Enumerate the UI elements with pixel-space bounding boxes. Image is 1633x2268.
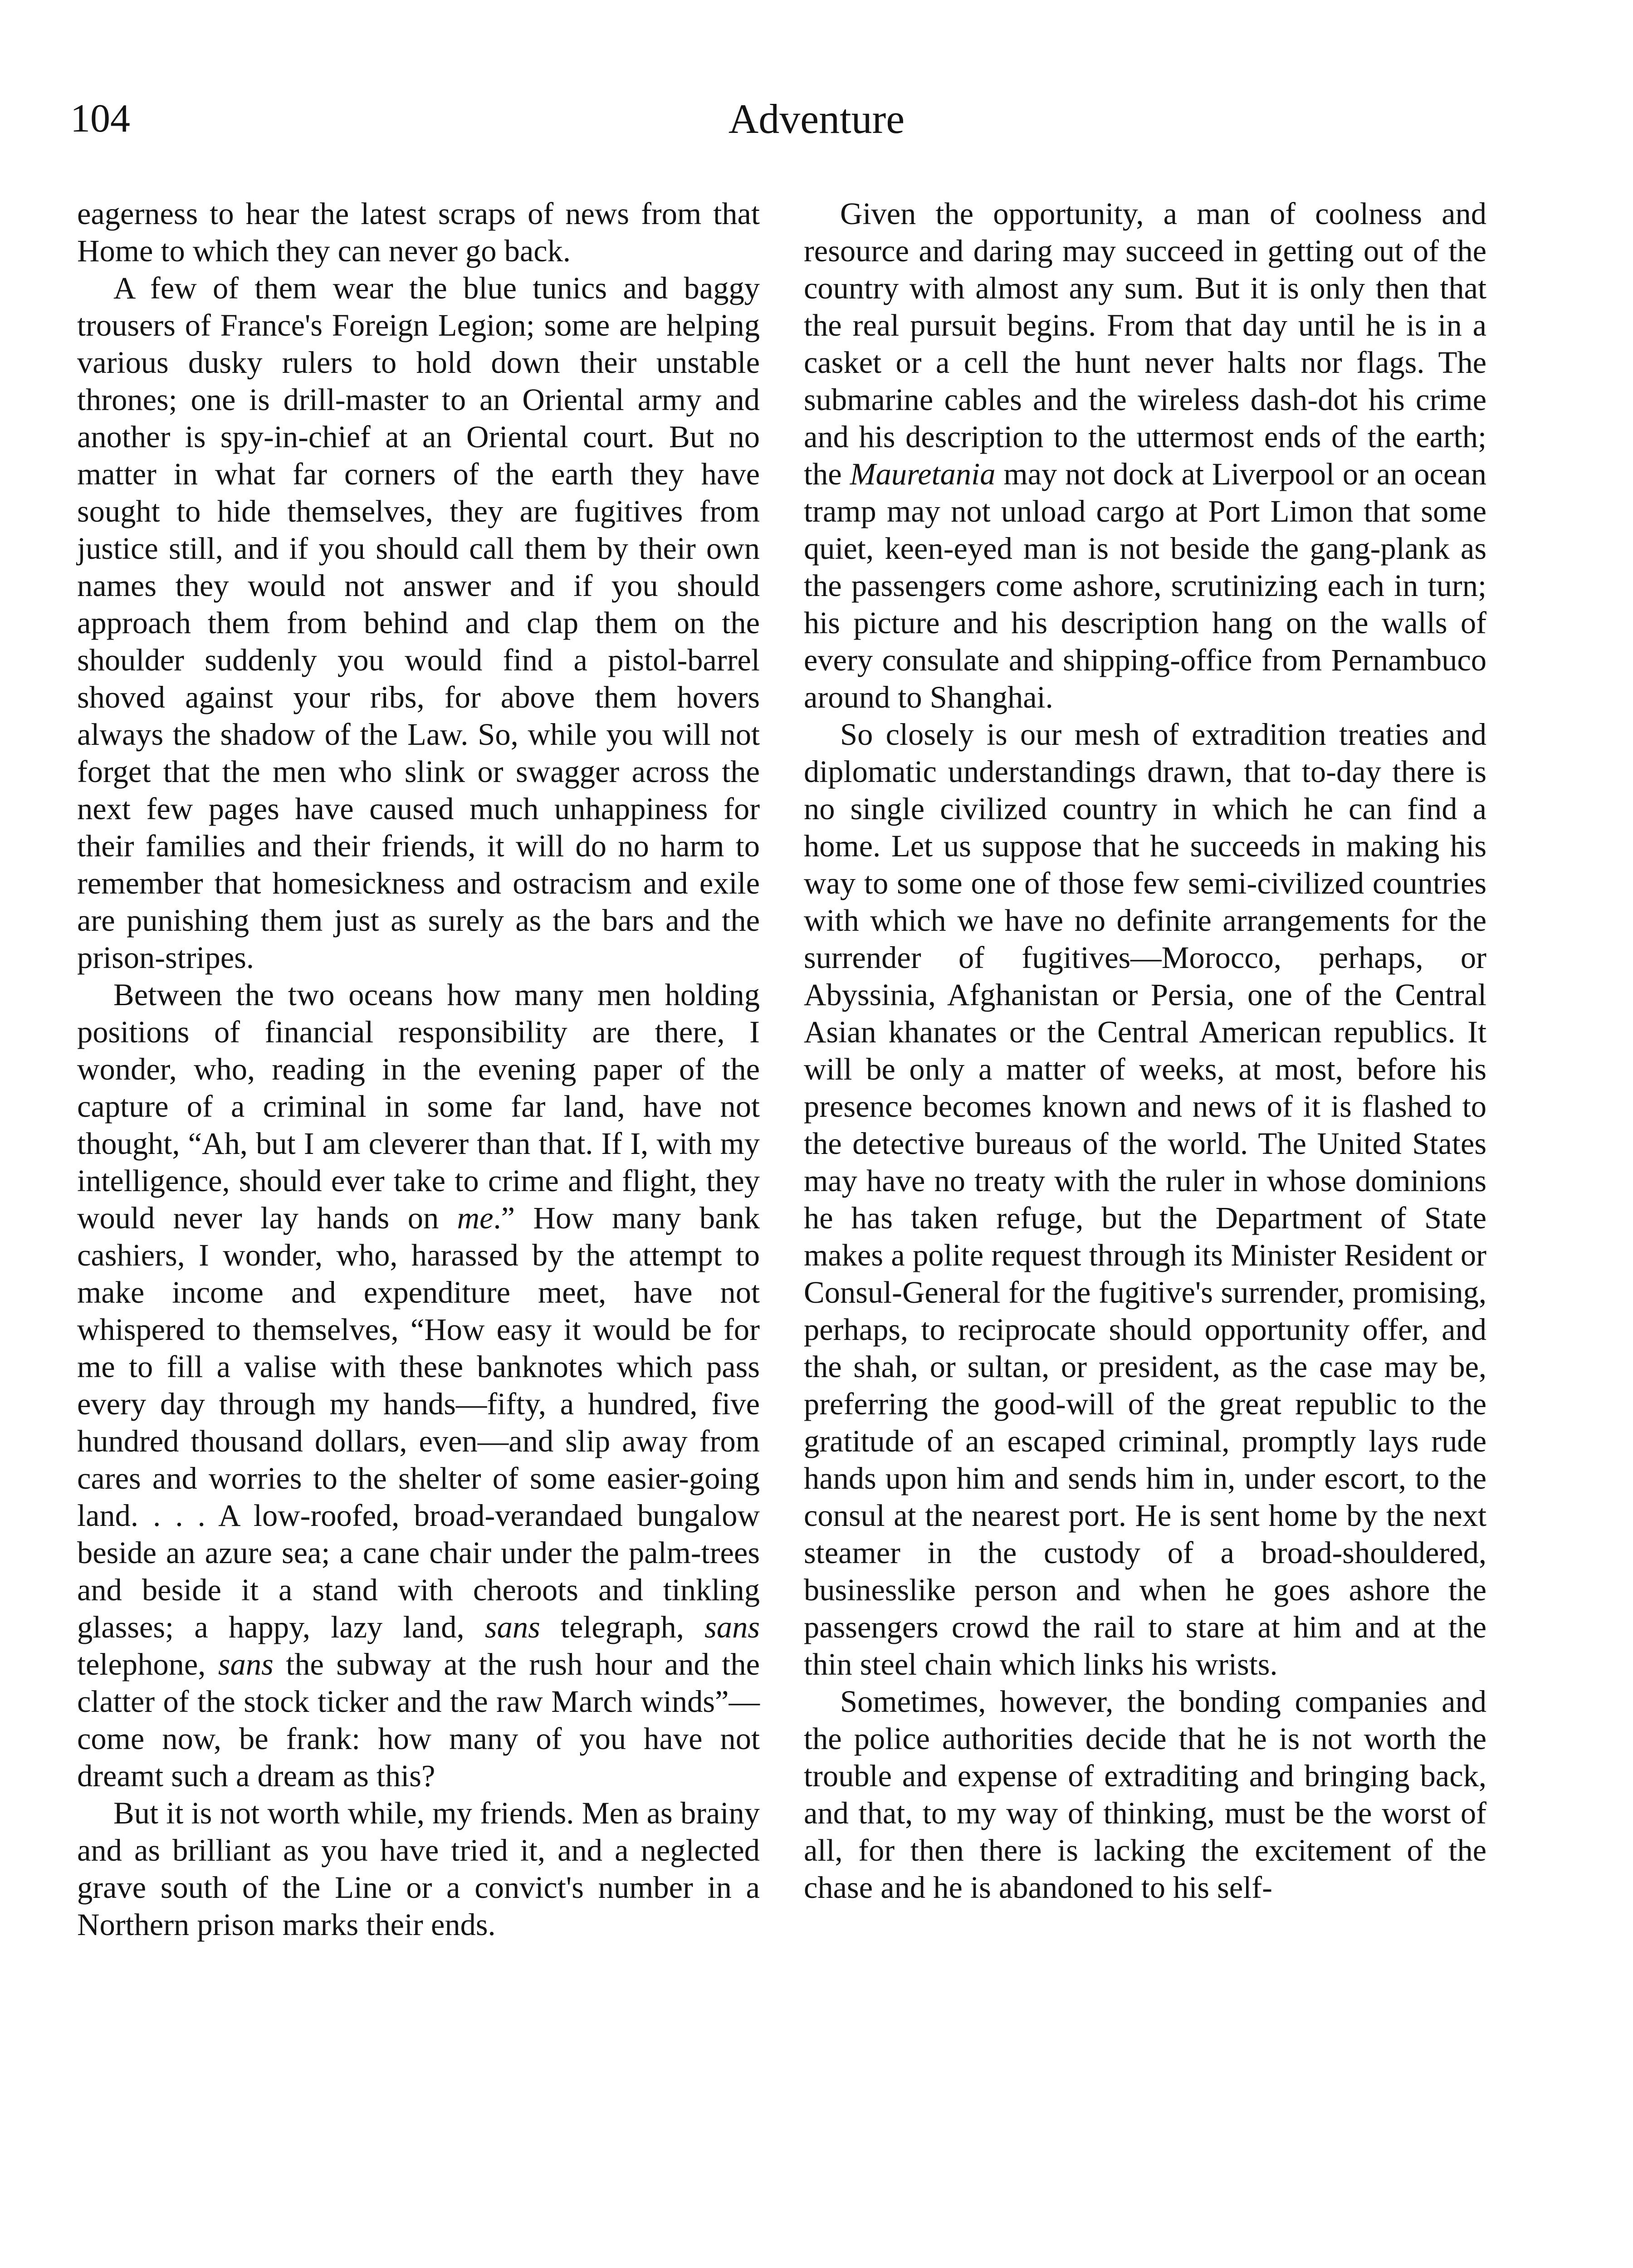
italic-text: sans [218, 1647, 274, 1681]
paragraph: A few of them wear the blue tunics and baggy trousers of France's Foreign Legion; some are helping various dusky rulers to hold down their unstable thrones; one is drill-master to an Oriental army and another is spy-in-chief at an Oriental court. But no matter in what far corners of the earth they have sought to hide themselves, they are fugitives from justice still, and if you should call them by their own names they would not answer and if you should approach them from behind and clap them on the shoulder suddenly you would find a pistol-barrel shoved against your ribs, for above them hovers always the shadow of the Law. So, while you will not forget that the men who slink or swagger across the next few pages have caused much unhappiness for their families and their friends, it will do no harm to remember that homesickness and ostracism and exile are punishing them just as surely as the bars and the prison-stripes. [77, 271, 760, 975]
italic-text: sans [704, 1610, 760, 1644]
italic-text: me [457, 1201, 494, 1235]
italic-text: Mauretania [850, 457, 996, 491]
text-run: Given the opportunity, a man of coolness and resource and daring may succeed in getting out of the country with almost any sum. But it is only then that the real pursuit begins. From that day until he is in a casket or a cell the hunt never halts nor flags. The submarine cables and the wireless dash-dot his crime and his description to the uttermost ends of the earth; the [804, 196, 1486, 491]
italic-text: sans [484, 1610, 540, 1644]
left-column [77, 195, 760, 1943]
paragraph: But it is not worth while, my friends. Men as brainy and as brilliant as you have tried it, and a neglected grave south of the Line or a convict's number in a Northern prison marks their ends. [77, 1796, 760, 1942]
text-run: the subway at the rush hour and the clatter of the stock ticker and the raw March winds”—come now, be frank: how many of you have not dreamt such a dream as this? [77, 1647, 760, 1793]
text-run: may not dock at Liverpool or an ocean tramp may not unload cargo at Port Limon that some quiet, keen-eyed man is not beside the gang-plank as the passengers come ashore, scrutinizing each in turn; his picture and his description hang on the walls of every consulate and shipping-office from Pernambuco around to Shanghai. [804, 457, 1486, 714]
paragraph [804, 195, 1486, 716]
right-column [804, 195, 1486, 1906]
text-run: Between the two oceans how many men holding positions of financial responsibility are there, I wonder, who, reading in the evening paper of the capture of a criminal in some far land, have not thought, “Ah, but I am cleverer than that. If I, with my intelligence, should ever take to crime and flight, they would never lay hands on [77, 978, 760, 1235]
paragraph: eagerness to hear the latest scraps of news from that Home to which they can never go back. [77, 196, 760, 268]
text-run: telegraph, [540, 1610, 705, 1644]
text-run: telephone, [77, 1647, 218, 1681]
running-head: Adventure [728, 96, 905, 142]
text-run: .” How many bank cashiers, I wonder, who, harassed by the attempt to make income and expenditure meet, have not whispered to themselves, “How easy it would be for me to fill a valise with these banknotes which pass every day through my hands—fifty, a hundred, five hundred thousand dollars, even—and slip away from cares and worries to the shelter of some easier-going land. . . . A low-roofed, broad-verandaed bungalow beside an azure sea; a cane chair under the palm-trees and beside it a stand with cheroots and tinkling glasses; a happy, lazy land, [77, 1201, 760, 1644]
paragraph: So closely is our mesh of extradition treaties and diplomatic understandings drawn, that to-day there is no single civilized country in which he can find a home. Let us suppose that he succeeds in making his way to some one of those few semi-civilized countries with which we have no definite arrangements for the surrender of fugitives—Morocco, perhaps, or Abyssinia, Afghanistan or Persia, one of the Central Asian khanates or the Central American republics. It will be only a matter of weeks, at most, before his presence becomes known and news of it is flashed to the detective bureaus of the world. The United States may have no treaty with the ruler in whose dominions he has taken refuge, but the Department of State makes a polite request through its Minister Resident or Consul-General for the fugitive's surrender, promising, perhaps, to reciprocate should opportunity offer, and the shah, or sultan, or president, as the case may be, preferring the good-will of the great republic to the gratitude of an escaped criminal, promptly lays rude hands upon him and sends him in, under escort, to the consul at the nearest port. He is sent home by the next steamer in the custody of a broad-shouldered, businesslike person and when he goes ashore the passengers crowd the rail to stare at him and at the thin steel chain which links his wrists. [804, 717, 1486, 1681]
paragraph: Sometimes, however, the bonding companies and the police authorities decide that he is not worth the trouble and expense of extraditing and bringing back, and that, to my way of thinking, must be the worst of all, for then there is lacking the excitement of the chase and he is abandoned to his self- [804, 1684, 1486, 1905]
page-number: 104 [70, 97, 130, 141]
paragraph [77, 976, 760, 1794]
